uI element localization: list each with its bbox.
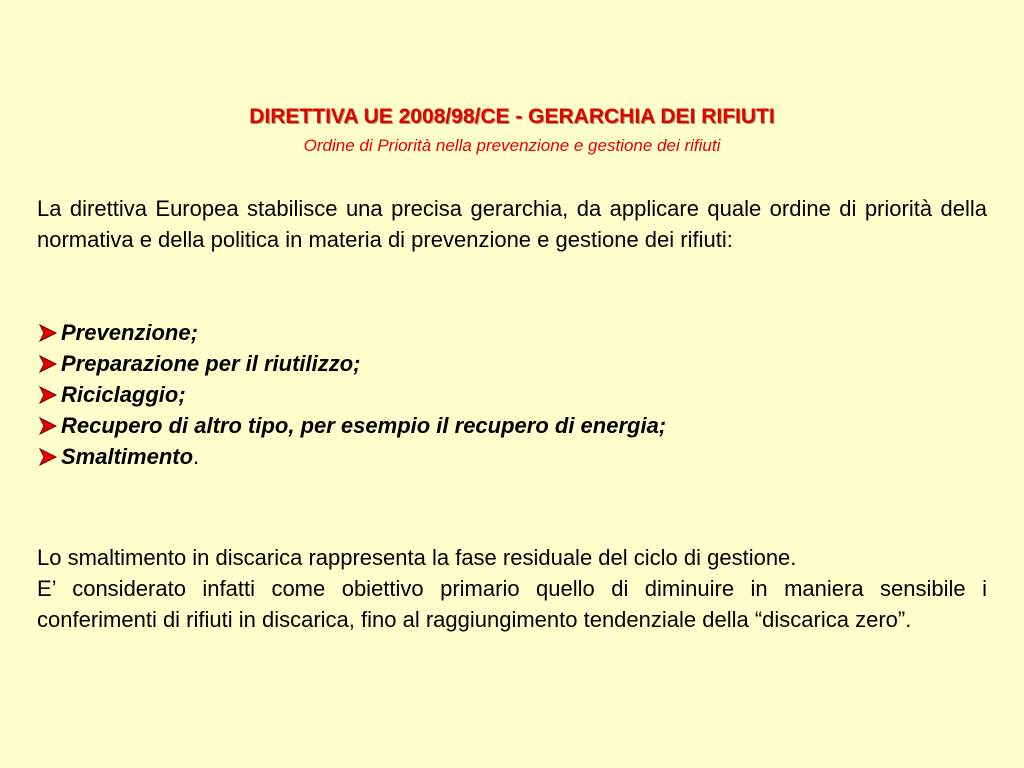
list-item-label: Prevenzione; [61, 319, 198, 345]
list-item [37, 441, 987, 472]
list-item-label: Recupero di altro tipo, per esempio il recupero di energia; [61, 412, 667, 438]
list-item [37, 379, 987, 410]
slide-subtitle: Ordine di Priorità nella prevenzione e gestione dei rifiuti [303, 136, 721, 155]
list-item [37, 348, 987, 379]
arrow-bullet-icon [37, 415, 59, 437]
hierarchy-list [37, 317, 987, 472]
arrow-bullet-icon [37, 446, 59, 468]
list-item-suffix: . [193, 443, 200, 469]
arrow-bullet-icon [37, 322, 59, 344]
list-item [37, 317, 987, 348]
closing-text [37, 542, 987, 635]
arrow-bullet-icon [37, 353, 59, 375]
arrow-bullet-icon [37, 384, 59, 406]
list-item [37, 410, 987, 441]
list-item-label: Smaltimento [61, 443, 194, 469]
list-item-label: Preparazione per il riutilizzo; [61, 350, 361, 376]
closing-paragraph-2: E’ considerato infatti come obiettivo primario quello di diminuire in maniera sensibile i conferimenti di rifiuti in discarica, fino al raggiungimento tendenziale della “discarica zero”. [37, 576, 987, 632]
slide-title: DIRETTIVA UE 2008/98/CE - GERARCHIA DEI RIFIUTI [249, 105, 775, 128]
closing-paragraph-1: Lo smaltimento in discarica rappresenta la fase residuale del ciclo di gestione. [37, 545, 797, 570]
intro-paragraph: La direttiva Europea stabilisce una precisa gerarchia, da applicare quale ordine di priorità della normativa e della politica in materia di prevenzione e gestione dei rifiuti: [37, 196, 987, 252]
list-item-label: Riciclaggio; [61, 381, 186, 407]
